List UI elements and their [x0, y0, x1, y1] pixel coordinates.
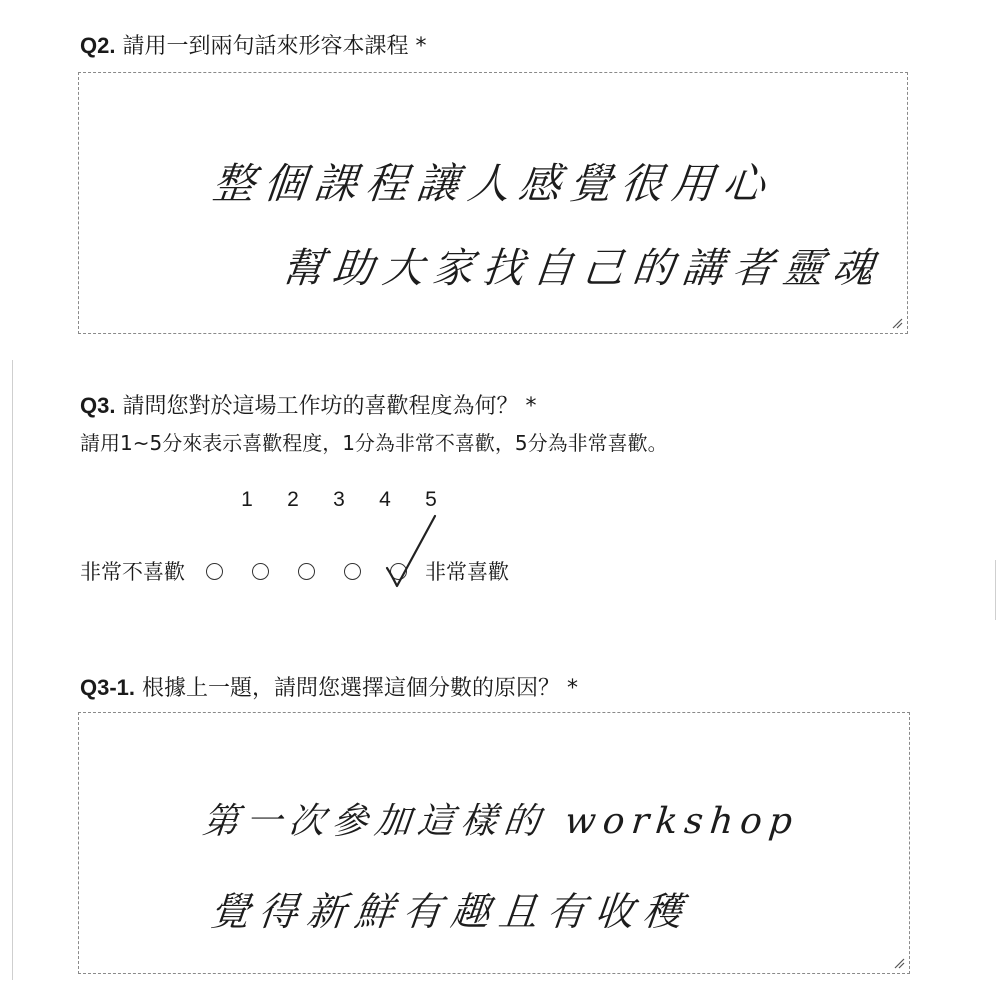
- scale-number: 2: [287, 488, 299, 511]
- q2-answer-line-1: 整個課程讓人感覺很用心: [210, 159, 777, 208]
- radio-circle-icon: [206, 563, 223, 580]
- scale-left-label: 非常不喜歡: [80, 560, 185, 584]
- q3-text: 請問您對於這場工作坊的喜歡程度為何？ *: [115, 394, 537, 419]
- q3-number: Q3.: [80, 393, 116, 418]
- resize-handle-icon[interactable]: [891, 317, 903, 329]
- scale-number: 3: [333, 488, 345, 511]
- scale-right-label: 非常喜歡: [425, 560, 509, 584]
- rating-radio-3[interactable]: [283, 556, 329, 586]
- resize-handle-icon[interactable]: [893, 957, 905, 969]
- handwritten-check-icon: [383, 512, 439, 590]
- rating-radio-4[interactable]: [329, 556, 375, 586]
- q2-number: Q2.: [80, 33, 116, 58]
- scale-number: 5: [425, 488, 437, 511]
- radio-circle-icon: [252, 563, 269, 580]
- q3-1-answer-box[interactable]: [78, 712, 910, 974]
- q2-answer-box[interactable]: [78, 72, 908, 334]
- rating-radio-5[interactable]: [375, 556, 421, 586]
- radio-circle-icon: [298, 563, 315, 580]
- q2-answer-line-2: 幫助大家找自己的講者靈魂: [280, 244, 886, 292]
- rating-radio-2[interactable]: [237, 556, 283, 586]
- rating-scale-row: [80, 556, 509, 586]
- scan-edge-mark: [995, 560, 996, 620]
- q2-text: 請用一到兩句話來形容本課程 *: [115, 34, 427, 59]
- q3-1-text: 根據上一題，請問您選擇這個分數的原因？ *: [135, 676, 579, 701]
- rating-scale-numbers: [224, 488, 454, 512]
- scale-number: 4: [379, 488, 391, 511]
- rating-radio-1[interactable]: [191, 556, 237, 586]
- q2-title: [80, 32, 426, 61]
- scale-number: 1: [241, 488, 253, 511]
- scan-edge-mark: [12, 360, 13, 980]
- radio-circle-icon: [344, 563, 361, 580]
- q3-1-title: [80, 674, 578, 703]
- q3-1-answer-line-1: 第一次參加這樣的 workshop: [200, 801, 802, 842]
- q3-title: [80, 392, 536, 421]
- q3-1-number: Q3-1.: [80, 675, 136, 700]
- q3-1-answer-line-2: 覺得新鮮有趣且有收穫: [208, 890, 694, 935]
- q3-subtitle: 請用1~5分來表示喜歡程度，1分為非常不喜歡，5分為非常喜歡。: [80, 431, 668, 455]
- rating-radio-group: [191, 556, 421, 586]
